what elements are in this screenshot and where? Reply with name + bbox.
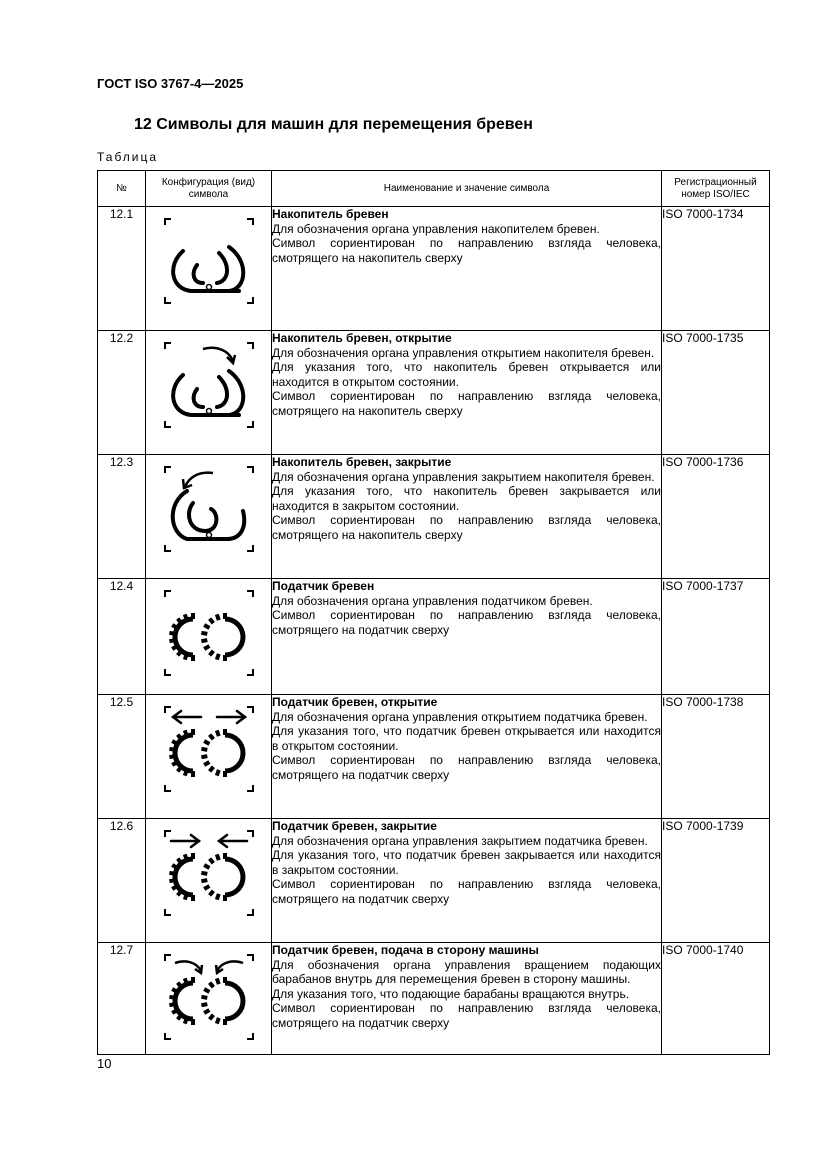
- symbol-description: [272, 331, 662, 455]
- description-line: Для обозначения органа управления открытием накопителя бревен.: [272, 345, 655, 360]
- registration-number: ISO 7000-1734: [662, 207, 770, 331]
- table-row: [98, 695, 770, 819]
- section-title: 12 Символы для машин для перемещения бревен: [134, 116, 533, 133]
- symbol-cell: [146, 579, 272, 695]
- description-line: Символ сориентирован по направлению взгляда человека, смотрящего на накопитель сверху: [272, 236, 661, 265]
- description-line: Для обозначения органа управления открытием податчика бревен.: [272, 709, 648, 724]
- table-caption: Таблица: [97, 150, 159, 164]
- description-line: Символ сориентирован по направлению взгляда человека, смотрящего на податчик сверху: [272, 877, 661, 906]
- symbol-title: Податчик бревен, закрытие: [272, 819, 437, 833]
- table-row: [98, 579, 770, 695]
- registration-number: ISO 7000-1740: [662, 943, 770, 1055]
- symbol-title: Податчик бревен, подача в сторону машины: [272, 943, 539, 957]
- description-line: Для обозначения органа управления вращением подающих барабанов внутрь для перемещения бревен в сторону машины.: [272, 957, 661, 987]
- description-line: Для обозначения органа управления закрытием податчика бревен.: [272, 833, 648, 848]
- header-registration-number: Регистрационный номер ISO/IEC: [662, 171, 770, 207]
- row-number: 12.2: [98, 331, 146, 455]
- symbol-cell: [146, 695, 272, 819]
- log-bunk-icon: [157, 213, 261, 309]
- symbol-cell: [146, 943, 272, 1055]
- description-line: Для обозначения органа управления податчиком бревен.: [272, 593, 593, 608]
- symbol-description: [272, 455, 662, 579]
- description-line: Символ сориентирован по направлению взгляда человека, смотрящего на податчик сверху: [272, 1001, 661, 1030]
- registration-number: ISO 7000-1736: [662, 455, 770, 579]
- row-number: 12.7: [98, 943, 146, 1055]
- description-line: Для указания того, что накопитель бревен закрывается или находится в закрытом состоянии.: [272, 484, 661, 513]
- log-bunk-close-icon: [157, 461, 261, 557]
- log-bunk-open-icon: [157, 337, 261, 433]
- description-line: Символ сориентирован по направлению взгляда человека, смотрящего на накопитель сверху: [272, 513, 661, 542]
- document-code: ГОСТ ISO 3767-4—2025: [97, 76, 244, 91]
- table-body: [98, 207, 770, 1055]
- table-row: [98, 943, 770, 1055]
- description-line: Символ сориентирован по направлению взгляда человека, смотрящего на податчик сверху: [272, 753, 661, 782]
- symbol-title: Накопитель бревен, закрытие: [272, 455, 452, 469]
- symbol-title: Накопитель бревен, открытие: [272, 331, 452, 345]
- registration-number: ISO 7000-1735: [662, 331, 770, 455]
- symbol-cell: [146, 819, 272, 943]
- table-header-row: [98, 171, 770, 207]
- symbol-description: [272, 695, 662, 819]
- symbol-cell: [146, 207, 272, 331]
- row-number: 12.5: [98, 695, 146, 819]
- description-line: Для обозначения органа управления закрытием накопителя бревен.: [272, 469, 655, 484]
- symbols-table: [97, 170, 770, 1055]
- registration-number: ISO 7000-1738: [662, 695, 770, 819]
- description-line: Символ сориентирован по направлению взгляда человека, смотрящего на накопитель сверху: [272, 389, 661, 418]
- row-number: 12.6: [98, 819, 146, 943]
- log-feeder-feed-in-icon: [157, 949, 261, 1045]
- table-row: [98, 455, 770, 579]
- symbol-description: [272, 819, 662, 943]
- symbol-title: Накопитель бревен: [272, 207, 389, 221]
- table-row: [98, 207, 770, 331]
- description-line: Для указания того, что податчик бревен открывается или находится в открытом состоянии.: [272, 724, 661, 753]
- symbol-description: [272, 943, 662, 1055]
- row-number: 12.1: [98, 207, 146, 331]
- log-feeder-open-icon: [157, 701, 261, 797]
- header-configuration: Конфигурация (вид) символа: [146, 171, 272, 207]
- registration-number: ISO 7000-1739: [662, 819, 770, 943]
- description-line: Для обозначения органа управления накопителем бревен.: [272, 221, 600, 236]
- symbol-cell: [146, 455, 272, 579]
- table-row: [98, 819, 770, 943]
- symbol-cell: [146, 331, 272, 455]
- symbol-description: [272, 579, 662, 695]
- row-number: 12.3: [98, 455, 146, 579]
- description-line: Для указания того, что подающие барабаны вращаются внутрь.: [272, 986, 630, 1001]
- table-row: [98, 331, 770, 455]
- symbol-title: Податчик бревен: [272, 579, 375, 593]
- symbol-title: Податчик бревен, открытие: [272, 695, 438, 709]
- description-line: Символ сориентирован по направлению взгляда человека, смотрящего на податчик сверху: [272, 608, 661, 637]
- symbol-description: [272, 207, 662, 331]
- description-line: Для указания того, что накопитель бревен открывается или находится в открытом состоянии.: [272, 360, 661, 389]
- log-feeder-close-icon: [157, 825, 261, 921]
- log-feeder-icon: [157, 585, 261, 681]
- registration-number: ISO 7000-1737: [662, 579, 770, 695]
- header-name-meaning: Наименование и значение символа: [272, 171, 662, 207]
- header-number: №: [98, 171, 146, 207]
- description-line: Для указания того, что податчик бревен закрывается или находится в закрытом состоянии.: [272, 848, 661, 877]
- page-number: 10: [97, 1056, 112, 1071]
- row-number: 12.4: [98, 579, 146, 695]
